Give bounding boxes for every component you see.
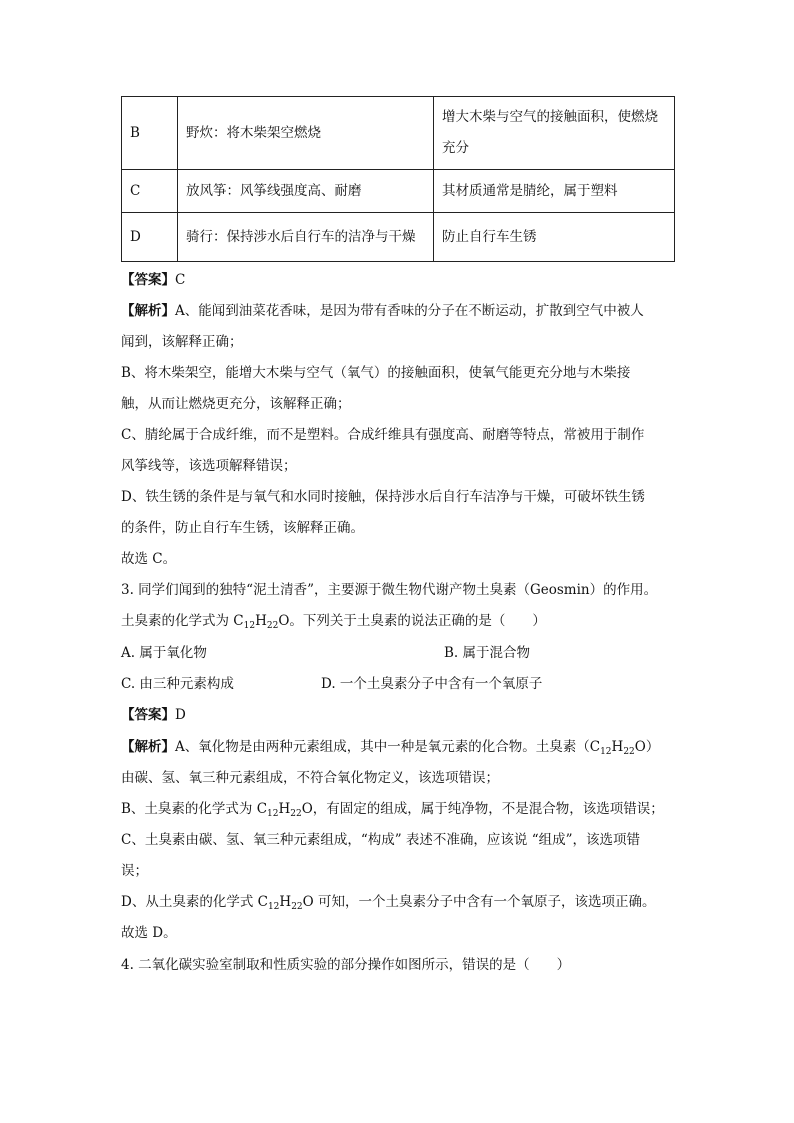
answer-label: 【答案】 [121,272,175,288]
q2-analysis-line: 风筝线等，该选项解释错误； [121,458,297,474]
q3-option-a: A. 属于氧化物 [121,645,207,661]
table-row [122,213,675,262]
q4-stem: 4. 二氧化碳实验室制取和性质实验的部分操作如图所示，错误的是（ ） [121,957,571,973]
q3-analysis-line: C、土臭素由碳、氢、氧三种元素组成，“构成” 表述不准确，应该说 “组成”，该选项错 [121,832,641,848]
row-explanation-line: 充分 [442,140,469,156]
row-explanation-line: 增大木柴与空气的接触面积，使燃烧 [442,109,658,125]
q3-analysis-line: B、土臭素的化学式为 $C_{12}H_{22}O$，有固定的组成，属于纯净物，不是混合物，该选项错误； [121,801,664,819]
q2-analysis-line: 故选 C。 [121,551,177,567]
q3-option-b: B. 属于混合物 [444,645,531,661]
q2-analysis-line: D、铁生锈的条件是与氧气和水同时接触，保持涉水后自行车洁净与干燥，可破坏铁生锈 [121,489,645,505]
row-explanation: 防止自行车生锈 [434,213,675,262]
q3-analysis-line: 误； [121,863,148,879]
q3-analysis-line: 【解析】A、氧化物是由两种元素组成，其中一种是氧元素的化合物。土臭素$(C_{12}H_{22}O)$ [121,739,660,757]
row-activity: 放风筝：风筝线强度高、耐磨 [178,170,434,213]
q3-stem: 土臭素的化学式为 $C_{12}H_{22}O$。下列关于土臭素的说法正确的是（ ） [121,613,546,631]
row-activity: 骑行：保持涉水后自行车的洁净与干燥 [178,213,434,262]
q3-option-c: C. 由三种元素构成 [121,676,234,692]
row-letter: C [122,170,178,213]
row-explanation [434,97,675,170]
q3-option-d: D. 一个土臭素分子中含有一个氧原子 [321,676,543,692]
q2-analysis-line: C、腈纶属于合成纤维，而不是塑料。合成纤维具有强度高、耐磨等特点，常被用于制作 [121,427,645,443]
q2-analysis-line: 触，从而让燃烧更充分，该解释正确； [121,396,351,412]
q3-analysis-line: 由碳、氢、氧三种元素组成，不符合氧化物定义，该选项错误； [121,770,499,786]
q3-analysis-line: 故选 D。 [121,925,177,941]
table-row [122,170,675,213]
answer-value: C [175,272,186,288]
answer-label: 【答案】 [121,707,175,723]
analysis-label: 【解析】 [121,303,175,319]
q3-answer [121,705,186,725]
row-activity: 野炊：将木柴架空燃烧 [178,97,434,170]
q2-analysis-line: B、将木柴架空，能增大木柴与空气（氧气）的接触面积，使氧气能更充分地与木柴接 [121,365,631,381]
q3-analysis-line: D、从土臭素的化学式 $C_{12}H_{22}O$ 可知，一个土臭素分子中含有一个氧原子，该选项正确。 [121,894,656,912]
row-explanation: 其材质通常是腈纶，属于塑料 [434,170,675,213]
row-letter: B [122,97,178,170]
analysis-label: 【解析】 [121,739,175,755]
q2-analysis-line: 的条件，防止自行车生锈，该解释正确。 [121,520,364,536]
q2-answer [121,270,185,290]
answer-value: D [175,707,186,723]
row-letter: D [122,213,178,262]
options-table [121,96,675,262]
q2-analysis-line: 闻到，该解释正确； [121,334,243,350]
q2-analysis-line: 【解析】A、能闻到油菜花香味，是因为带有香味的分子在不断运动，扩散到空气中被人 [121,303,644,319]
table-row [122,97,675,170]
q3-stem: 3. 同学们闻到的独特“泥土清香”，主要源于微生物代谢产物土臭素（Geosmin）的作用。 [121,582,658,598]
